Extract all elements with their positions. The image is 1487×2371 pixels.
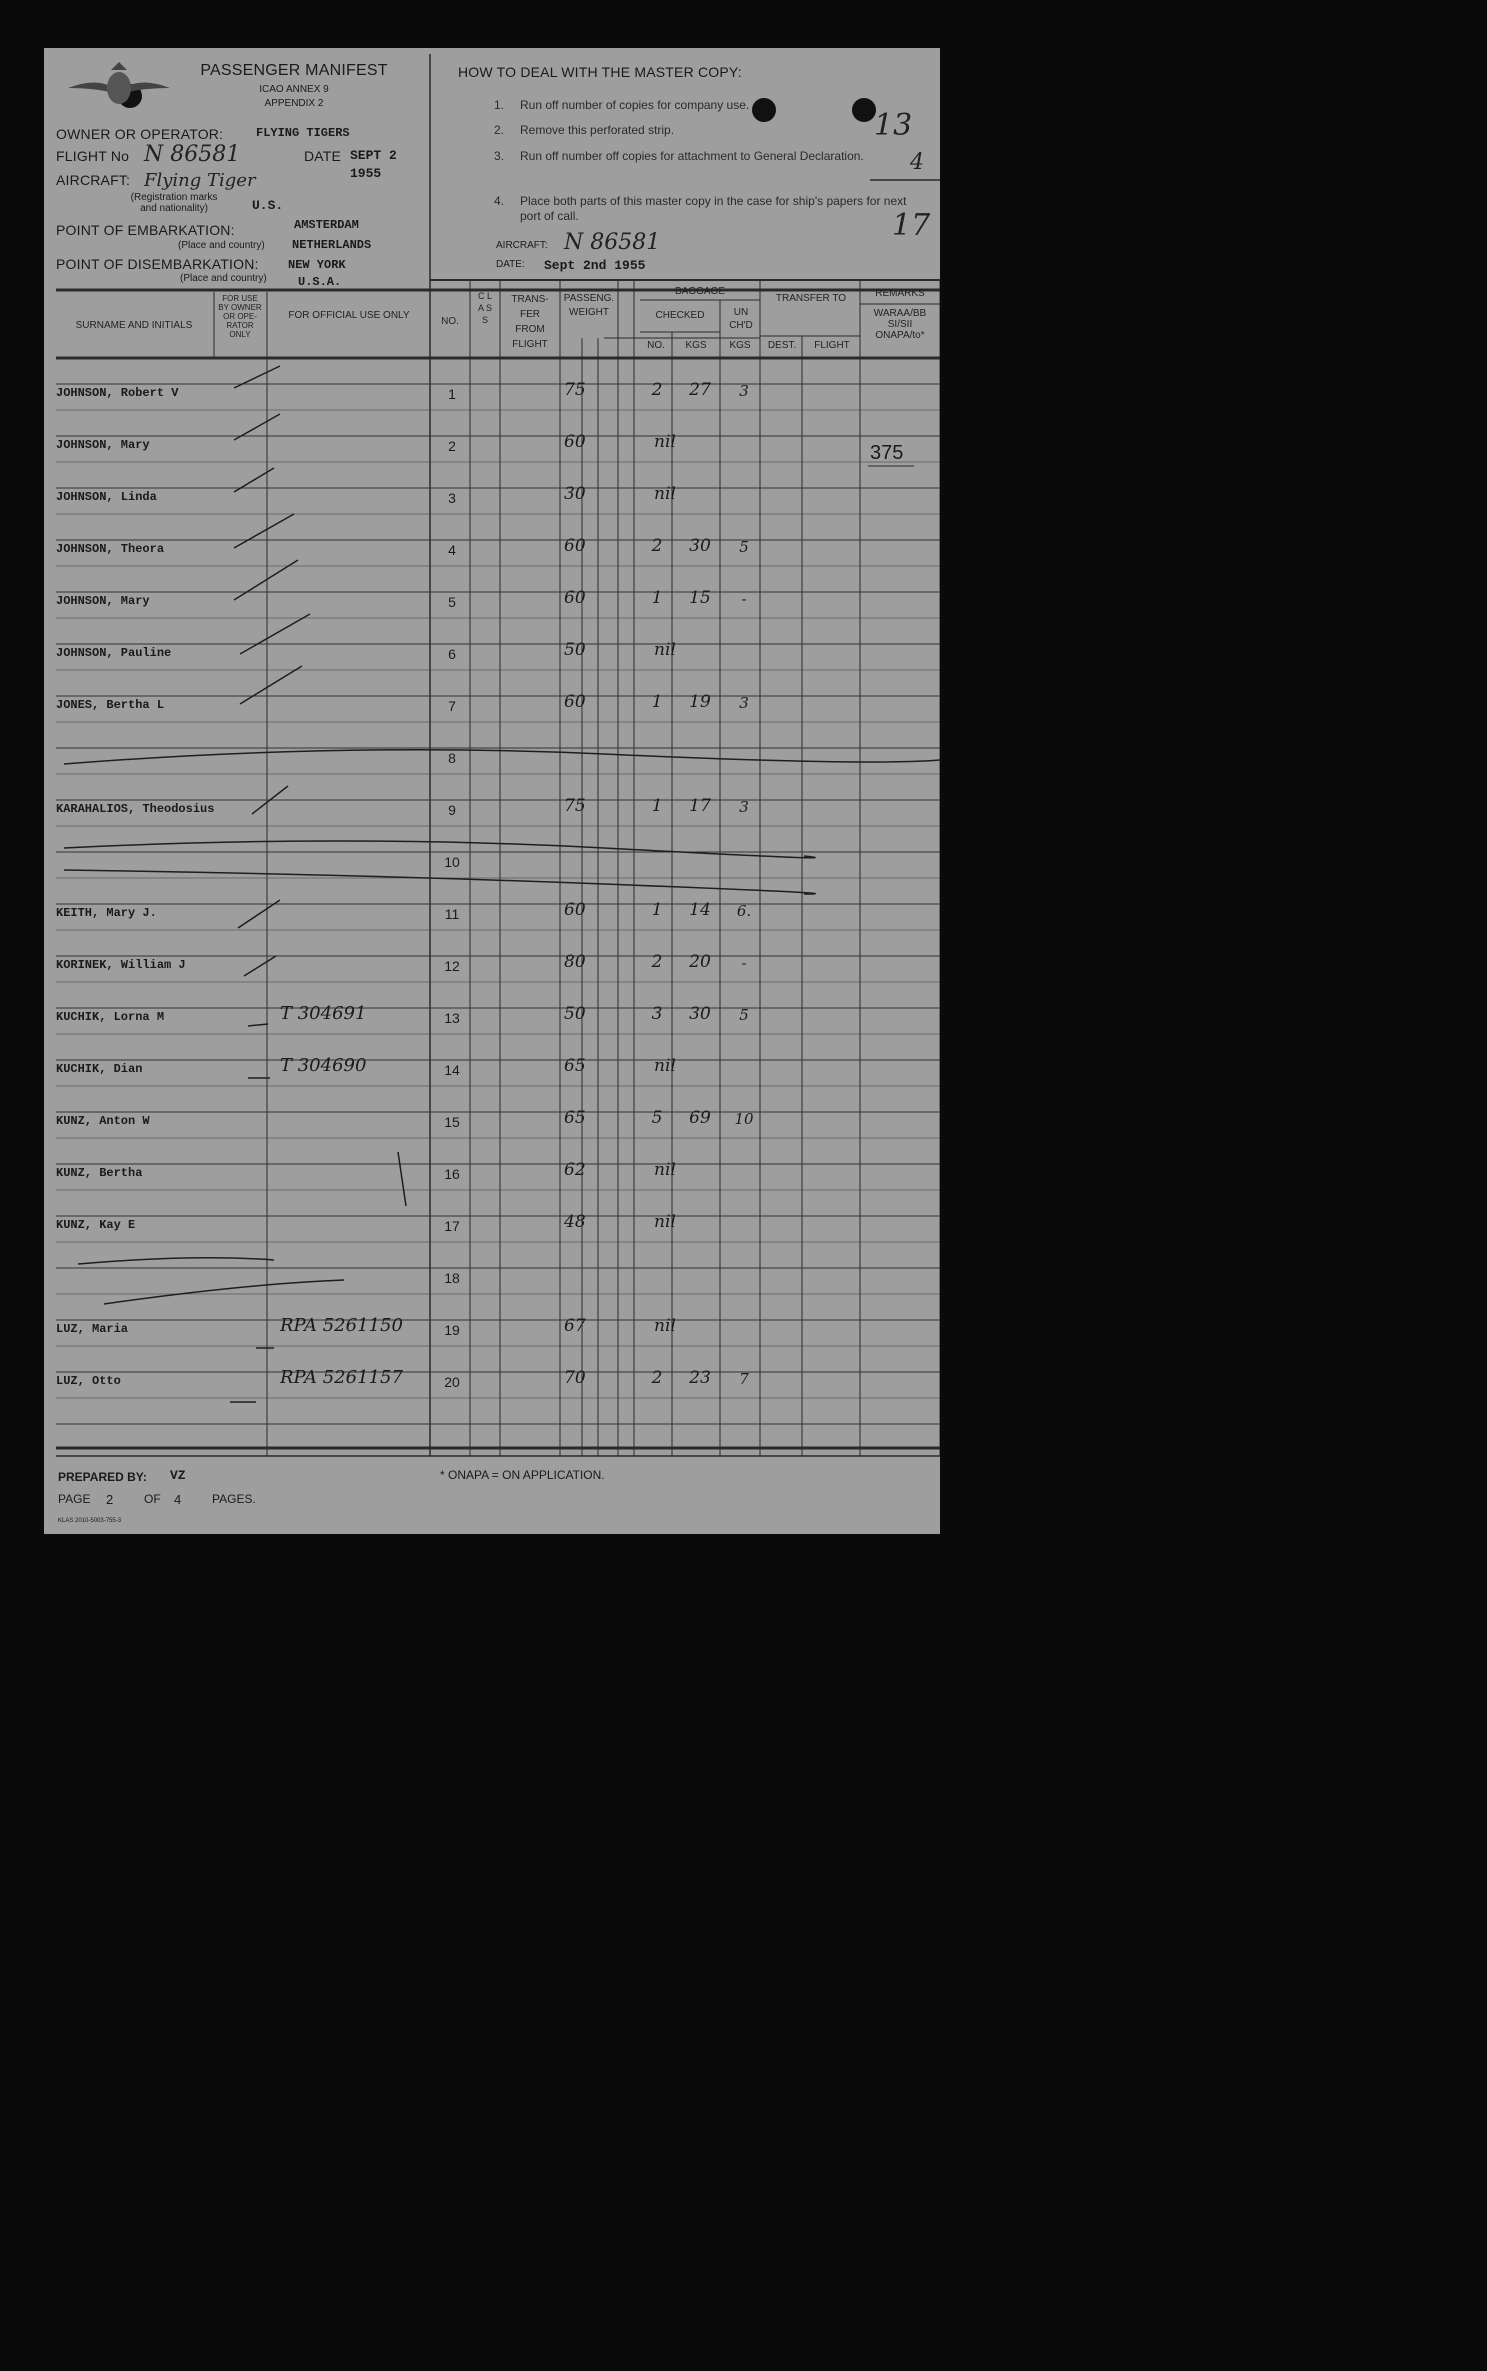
- passenger-row: [44, 1294, 940, 1346]
- passenger-weight: 60: [564, 432, 586, 452]
- embarkation-country: NETHERLANDS: [292, 238, 372, 252]
- passenger-weight: 50: [564, 640, 586, 660]
- unchecked-kgs: -: [741, 590, 747, 608]
- passenger-row: [44, 514, 940, 566]
- passenger-name: KUCHIK, Dian: [56, 1062, 143, 1076]
- nil-baggage-note: nil: [654, 640, 676, 660]
- official-use-note: T 304690: [280, 1055, 367, 1076]
- passenger-number: 20: [444, 1374, 460, 1390]
- passenger-name: KARAHALIOS, Theodosius: [56, 802, 215, 816]
- pages-label: PAGES.: [212, 1492, 256, 1506]
- col-class: C L A S S: [477, 291, 492, 325]
- col-bag-no: NO.: [647, 340, 665, 351]
- col-owner-use: FOR USE BY OWNER OR OPE- RATOR ONLY: [218, 294, 262, 339]
- col-official: FOR OFFICIAL USE ONLY: [288, 310, 410, 321]
- col-transfer-from: TRANS- FER FROM FLIGHT: [511, 294, 549, 350]
- passenger-number: 16: [444, 1166, 460, 1182]
- col-remarks-sub: WARAA/BB SI/SII ONAPA/to*: [873, 308, 927, 341]
- disembarkation-city: NEW YORK: [288, 258, 346, 272]
- passenger-number: 19: [444, 1322, 460, 1338]
- appendix: APPENDIX 2: [264, 98, 324, 109]
- date-value-2: 1955: [350, 166, 382, 181]
- embarkation-label: POINT OF EMBARKATION:: [56, 222, 235, 238]
- passenger-number: 17: [444, 1218, 460, 1234]
- passenger-number: 9: [448, 802, 456, 818]
- margin-note-2: 4: [910, 150, 924, 175]
- nil-baggage-note: nil: [654, 432, 676, 452]
- passenger-number: 2: [448, 438, 456, 454]
- instructions-title: HOW TO DEAL WITH THE MASTER COPY:: [458, 64, 742, 80]
- passenger-row: [44, 722, 940, 774]
- instructions-aircraft-value: N 86581: [564, 230, 661, 255]
- passenger-row: [44, 618, 940, 670]
- passenger-number: 11: [444, 906, 460, 922]
- col-flight: FLIGHT: [814, 340, 850, 351]
- passenger-number: 6: [448, 646, 456, 662]
- passenger-number: 14: [444, 1062, 460, 1078]
- passenger-name: KEITH, Mary J.: [56, 906, 157, 920]
- registration-value: U.S.: [252, 198, 284, 213]
- passenger-weight: 60: [564, 692, 586, 712]
- col-remarks: REMARKS: [875, 288, 925, 299]
- margin-note-1: 13: [874, 108, 913, 143]
- registration-note-1: (Registration marks: [130, 192, 218, 203]
- passenger-row: [44, 1086, 940, 1138]
- passenger-weight: 65: [564, 1056, 586, 1076]
- page-label: PAGE: [58, 1492, 91, 1506]
- col-baggage: BAGGAGE: [674, 286, 725, 297]
- baggage-count: 1: [651, 796, 663, 816]
- col-no: NO.: [441, 316, 459, 327]
- passenger-number: 7: [448, 698, 456, 714]
- passenger-name: LUZ, Otto: [56, 1374, 121, 1388]
- date-value-1: SEPT 2: [350, 148, 397, 163]
- passenger-weight: 80: [564, 952, 586, 972]
- passenger-row: [44, 878, 940, 930]
- col-transfer-to: TRANSFER TO: [775, 293, 847, 304]
- passenger-number: 1: [448, 386, 456, 402]
- icao-annex: ICAO ANNEX 9: [259, 84, 329, 95]
- aircraft-value: Flying Tiger: [144, 170, 256, 191]
- col-dest: DEST.: [767, 340, 797, 351]
- passenger-row: [44, 826, 940, 878]
- passenger-name: LUZ, Maria: [56, 1322, 129, 1336]
- baggage-kgs: 30: [689, 536, 711, 556]
- passenger-number: 15: [444, 1114, 460, 1130]
- baggage-count: 1: [651, 588, 663, 608]
- baggage-count: 1: [651, 900, 663, 920]
- passenger-weight: 67: [564, 1316, 586, 1336]
- disembarkation-label: POINT OF DISEMBARKATION:: [56, 256, 259, 272]
- col-surname: SURNAME AND INITIALS: [75, 320, 193, 331]
- passenger-name: JOHNSON, Robert V: [56, 386, 179, 400]
- passenger-row: [44, 930, 940, 982]
- flight-label: FLIGHT No: [56, 148, 130, 164]
- nil-baggage-note: nil: [654, 484, 676, 504]
- baggage-count: 2: [651, 1368, 663, 1388]
- baggage-count: 1: [651, 692, 663, 712]
- passenger-name: KORINEK, William J: [56, 958, 186, 972]
- passenger-name: JOHNSON, Pauline: [56, 646, 172, 660]
- baggage-kgs: 15: [689, 588, 711, 608]
- baggage-kgs: 20: [689, 952, 711, 972]
- manifest-sheet: PASSENGER MANIFEST ICAO ANNEX 9 APPENDIX 2 OWNER OR OPERATOR: FLYING TIGERS FLIGHT No N 86581 DATE SEPT 2 1955 AIRCRAFT: Flying Tiger (Registration marks and nationality) U.S. POINT OF EMBARKATION: AMSTERDAM (Place and country) NETHERLANDS POINT OF DISEMBARKATION: NEW YORK (Place and country) U.S.A. HOW TO DEAL WITH THE MASTER COPY: 1. Run off number of copies for company use. 2. Remove this perforated strip. 3. Run off number off copies for attachment to General Declaration. 4. Place both parts of this master copy in the case for ship's papers for next port of call. AIRCRAFT: N 86581 DATE: Sept 2nd 1955 13 4 17 SURNAME AND INITIALS FOR USE BY OWNER OR OPE- RATOR ONLY FOR OFFICIAL USE ONLY NO. C L A S S TRANS- FER FROM FLIGHT PASSENG. WEIGHT BAGGAGE CHECKED UN CH'D NO. KGS KGS TRANSFER TO DEST. FLIGHT REMARKS WARAA/BB SI/SII ONAPA/to* 375 JOHNSON, Robert V 1 75 2 27 3 JOHNSON, Mary 2 60 nil JOHNSON, Linda 3 30 nil JOHNSON, Theora 4 60 2 30 5 JOHNSON, Mary 5 60 1 15 - JOHNSON, Pauline 6 50 nil JONES, Bertha L 7 60 1 19 3 8 KARAHALIOS, Theodosius 9 75 1 17 3 10 KEITH, Mary J. 11 60 1 14 6. KORINEK, William J 12 80 2 20 - KUCHIK, Lorna M 13 50 3 30 5 T 304691 KUCHIK, Dian 14 65 T 304690 nil KUNZ, Anton W 15 65 5 69 10 KUNZ, Bertha 16 62 nil KUNZ, Kay E 17 48 nil 18 LUZ, Maria 19 67 RPA 5261150 nil LUZ, Otto 20 70 2 23 7 RPA 5261157 PREPARED BY: VZ * ONAPA = ON APPLICATION. PAGE 2 OF 4 PAGES. KLAS 2010-5003-755-3: [44, 48, 940, 1534]
- passenger-weight: 65: [564, 1108, 586, 1128]
- baggage-kgs: 14: [689, 900, 711, 920]
- official-use-note: RPA 5261150: [280, 1315, 403, 1336]
- of-label: OF: [144, 1492, 161, 1506]
- aircraft-label: AIRCRAFT:: [56, 172, 131, 188]
- unchecked-kgs: 10: [734, 1110, 754, 1128]
- unchecked-kgs: 3: [739, 382, 749, 400]
- col-kgs-unchecked: KGS: [729, 340, 751, 351]
- nil-baggage-note: nil: [654, 1212, 676, 1232]
- passenger-row: [44, 982, 940, 1034]
- margin-note-3: 17: [892, 208, 931, 243]
- passenger-weight: 30: [564, 484, 586, 504]
- passenger-row: [44, 358, 940, 410]
- passenger-row: [44, 670, 940, 722]
- form-code: KLAS 2010-5003-755-3: [58, 1518, 122, 1524]
- remarks-value: 375: [870, 442, 904, 464]
- official-use-note: RPA 5261157: [280, 1367, 403, 1388]
- passenger-row: [44, 1346, 940, 1398]
- instructions-date-value: Sept 2nd 1955: [544, 258, 646, 273]
- onapa-note: * ONAPA = ON APPLICATION.: [440, 1468, 605, 1482]
- baggage-kgs: 23: [689, 1368, 711, 1388]
- passenger-number: 10: [444, 854, 460, 870]
- col-kgs: KGS: [685, 340, 707, 351]
- baggage-kgs: 17: [689, 796, 711, 816]
- passenger-weight: 50: [564, 1004, 586, 1024]
- passenger-name: JOHNSON, Mary: [56, 594, 150, 608]
- passenger-name: JOHNSON, Mary: [56, 438, 150, 452]
- passenger-name: JONES, Bertha L: [56, 698, 165, 712]
- owner-value: FLYING TIGERS: [256, 126, 350, 140]
- unchecked-kgs: 5: [739, 538, 749, 556]
- passenger-weight: 60: [564, 588, 586, 608]
- passenger-row: [44, 410, 940, 462]
- baggage-count: 3: [651, 1004, 663, 1024]
- passenger-name: JOHNSON, Linda: [56, 490, 157, 504]
- baggage-kgs: 27: [689, 380, 711, 400]
- passenger-row: [44, 774, 940, 826]
- unchecked-kgs: 7: [739, 1370, 749, 1388]
- passenger-number: 5: [448, 594, 456, 610]
- passenger-name: KUNZ, Bertha: [56, 1166, 143, 1180]
- passenger-weight: 62: [564, 1160, 586, 1180]
- unchecked-kgs: 6.: [736, 902, 752, 920]
- unchecked-kgs: 5: [739, 1006, 749, 1024]
- passenger-number: 3: [448, 490, 456, 506]
- unchecked-kgs: 3: [739, 694, 749, 712]
- passenger-weight: 75: [564, 796, 586, 816]
- passenger-name: KUCHIK, Lorna M: [56, 1010, 165, 1024]
- date-label: DATE: [304, 148, 342, 164]
- official-use-note: T 304691: [280, 1003, 367, 1024]
- baggage-count: 2: [651, 952, 663, 972]
- passenger-number: 12: [444, 958, 460, 974]
- prepared-label: PREPARED BY:: [58, 1470, 147, 1484]
- disembarkation-country: U.S.A.: [298, 275, 342, 289]
- passenger-row: [44, 1190, 940, 1242]
- col-unchecked: UN CH'D: [729, 307, 753, 331]
- embarkation-city: AMSTERDAM: [294, 218, 359, 232]
- nil-baggage-note: nil: [654, 1160, 676, 1180]
- passenger-number: 13: [444, 1010, 460, 1026]
- nil-baggage-note: nil: [654, 1316, 676, 1336]
- manifest-title: PASSENGER MANIFEST: [200, 62, 388, 79]
- disembarkation-note: (Place and country): [180, 273, 267, 284]
- passenger-row: [44, 462, 940, 514]
- flight-value: N 86581: [144, 142, 241, 167]
- nil-baggage-note: nil: [654, 1056, 676, 1076]
- passenger-name: KUNZ, Anton W: [56, 1114, 150, 1128]
- baggage-kgs: 30: [689, 1004, 711, 1024]
- passenger-weight: 60: [564, 900, 586, 920]
- prepared-value: VZ: [170, 1468, 186, 1483]
- baggage-count: 2: [651, 380, 663, 400]
- baggage-kgs: 19: [689, 692, 711, 712]
- passenger-weight: 70: [564, 1368, 586, 1388]
- passenger-row: [44, 1242, 940, 1294]
- passenger-weight: 60: [564, 536, 586, 556]
- instructions-date-label: DATE:: [496, 259, 525, 270]
- passenger-row: [44, 566, 940, 618]
- registration-note-2: and nationality): [140, 203, 208, 214]
- passenger-row: [44, 1138, 940, 1190]
- col-weight: PASSENG. WEIGHT: [563, 293, 615, 318]
- page-value: 2: [106, 1492, 114, 1507]
- passenger-name: KUNZ, Kay E: [56, 1218, 136, 1232]
- baggage-kgs: 69: [689, 1108, 711, 1128]
- unchecked-kgs: -: [741, 954, 747, 972]
- passenger-name: JOHNSON, Theora: [56, 542, 165, 556]
- passenger-number: 4: [448, 542, 456, 558]
- passenger-number: 18: [444, 1270, 460, 1286]
- baggage-count: 5: [651, 1108, 663, 1128]
- baggage-count: 2: [651, 536, 663, 556]
- passenger-weight: 48: [564, 1212, 586, 1232]
- unchecked-kgs: 3: [739, 798, 749, 816]
- passenger-row: [44, 1034, 940, 1086]
- passenger-number: 8: [448, 750, 456, 766]
- passenger-weight: 75: [564, 380, 586, 400]
- col-checked: CHECKED: [655, 310, 705, 321]
- owner-label: OWNER OR OPERATOR:: [56, 126, 224, 142]
- embarkation-note: (Place and country): [178, 240, 265, 251]
- of-value: 4: [174, 1492, 182, 1507]
- instructions-aircraft-label: AIRCRAFT:: [496, 240, 548, 251]
